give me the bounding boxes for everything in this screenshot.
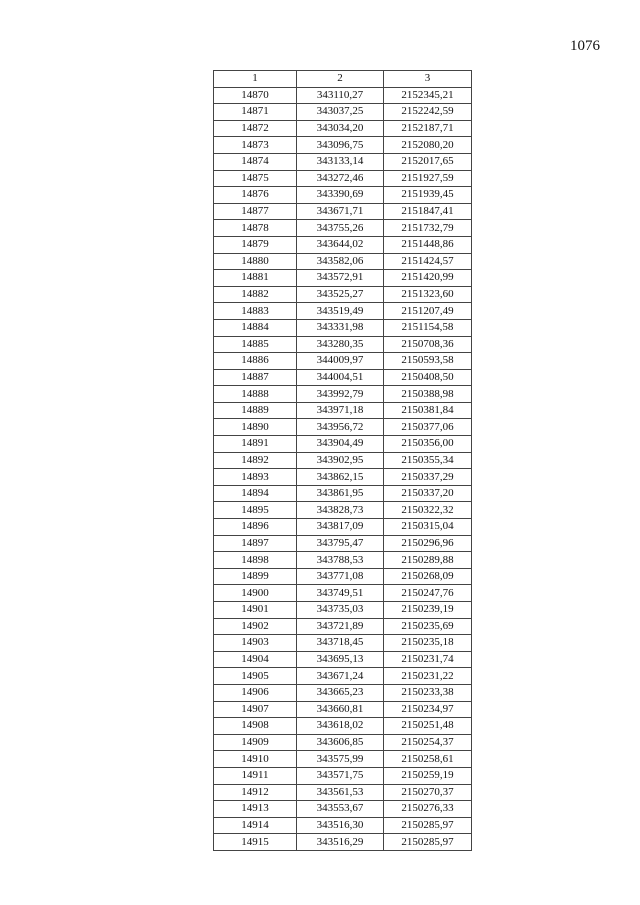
point-number-cell: 14910	[214, 751, 297, 768]
table-row	[214, 701, 472, 718]
table-row	[214, 519, 472, 536]
table-row	[214, 602, 472, 619]
y-coordinate-cell: 2150322,32	[384, 502, 472, 519]
x-coordinate-cell: 343971,18	[297, 402, 384, 419]
x-coordinate-cell: 343665,23	[297, 684, 384, 701]
y-coordinate-cell: 2152017,65	[384, 153, 472, 170]
y-coordinate-cell: 2150285,97	[384, 834, 472, 851]
x-coordinate-cell: 343582,06	[297, 253, 384, 270]
y-coordinate-cell: 2150408,50	[384, 369, 472, 386]
table-row	[214, 120, 472, 137]
x-coordinate-cell: 343561,53	[297, 784, 384, 801]
y-coordinate-cell: 2150268,09	[384, 568, 472, 585]
x-coordinate-cell: 343516,29	[297, 834, 384, 851]
x-coordinate-cell: 343331,98	[297, 319, 384, 336]
point-number-cell: 14873	[214, 137, 297, 154]
table-row	[214, 568, 472, 585]
x-coordinate-cell: 343828,73	[297, 502, 384, 519]
y-coordinate-cell: 2152187,71	[384, 120, 472, 137]
table-row	[214, 270, 472, 287]
table-row	[214, 369, 472, 386]
point-number-cell: 14895	[214, 502, 297, 519]
point-number-cell: 14872	[214, 120, 297, 137]
point-number-cell: 14915	[214, 834, 297, 851]
point-number-cell: 14883	[214, 303, 297, 320]
y-coordinate-cell: 2150356,00	[384, 436, 472, 453]
x-coordinate-cell: 344004,51	[297, 369, 384, 386]
x-coordinate-cell: 343749,51	[297, 585, 384, 602]
table-row	[214, 436, 472, 453]
point-number-cell: 14887	[214, 369, 297, 386]
point-number-cell: 14911	[214, 767, 297, 784]
x-coordinate-cell: 343771,08	[297, 568, 384, 585]
y-coordinate-cell: 2152080,20	[384, 137, 472, 154]
table-row	[214, 452, 472, 469]
point-number-cell: 14875	[214, 170, 297, 187]
point-number-cell: 14893	[214, 469, 297, 486]
point-number-cell: 14900	[214, 585, 297, 602]
point-number-cell: 14878	[214, 220, 297, 237]
table-row	[214, 203, 472, 220]
point-number-cell: 14890	[214, 419, 297, 436]
x-coordinate-cell: 343280,35	[297, 336, 384, 353]
y-coordinate-cell: 2151448,86	[384, 236, 472, 253]
point-number-cell: 14906	[214, 684, 297, 701]
point-number-cell: 14882	[214, 286, 297, 303]
table-row	[214, 303, 472, 320]
point-number-cell: 14879	[214, 236, 297, 253]
point-number-cell: 14880	[214, 253, 297, 270]
x-coordinate-cell: 343817,09	[297, 519, 384, 536]
x-coordinate-cell: 343671,24	[297, 668, 384, 685]
x-coordinate-cell: 343755,26	[297, 220, 384, 237]
x-coordinate-cell: 343644,02	[297, 236, 384, 253]
y-coordinate-cell: 2150337,20	[384, 485, 472, 502]
table-row	[214, 319, 472, 336]
y-coordinate-cell: 2150259,19	[384, 767, 472, 784]
column-header-1: 1	[214, 71, 297, 88]
table-row	[214, 535, 472, 552]
page-number: 1076	[570, 38, 600, 54]
point-number-cell: 14891	[214, 436, 297, 453]
point-number-cell: 14881	[214, 270, 297, 287]
y-coordinate-cell: 2151154,58	[384, 319, 472, 336]
point-number-cell: 14903	[214, 635, 297, 652]
table-row	[214, 751, 472, 768]
point-number-cell: 14914	[214, 817, 297, 834]
point-number-cell: 14897	[214, 535, 297, 552]
x-coordinate-cell: 343660,81	[297, 701, 384, 718]
x-coordinate-cell: 343735,03	[297, 602, 384, 619]
y-coordinate-cell: 2150233,38	[384, 684, 472, 701]
y-coordinate-cell: 2150377,06	[384, 419, 472, 436]
table-row	[214, 87, 472, 104]
point-number-cell: 14908	[214, 718, 297, 735]
x-coordinate-cell: 343956,72	[297, 419, 384, 436]
table-row	[214, 236, 472, 253]
table-row	[214, 784, 472, 801]
y-coordinate-cell: 2150235,69	[384, 618, 472, 635]
y-coordinate-cell: 2150285,97	[384, 817, 472, 834]
table-row	[214, 635, 472, 652]
y-coordinate-cell: 2150239,19	[384, 602, 472, 619]
table-row	[214, 137, 472, 154]
table-row	[214, 585, 472, 602]
x-coordinate-cell: 343133,14	[297, 153, 384, 170]
column-header-2: 2	[297, 71, 384, 88]
table-row	[214, 419, 472, 436]
point-number-cell: 14885	[214, 336, 297, 353]
point-number-cell: 14904	[214, 651, 297, 668]
x-coordinate-cell: 343618,02	[297, 718, 384, 735]
x-coordinate-cell: 343553,67	[297, 801, 384, 818]
table-row	[214, 386, 472, 403]
x-coordinate-cell: 343571,75	[297, 767, 384, 784]
table-row	[214, 618, 472, 635]
y-coordinate-cell: 2151424,57	[384, 253, 472, 270]
table-row	[214, 801, 472, 818]
table-row	[214, 817, 472, 834]
y-coordinate-cell: 2151847,41	[384, 203, 472, 220]
point-number-cell: 14896	[214, 519, 297, 536]
point-number-cell: 14874	[214, 153, 297, 170]
point-number-cell: 14886	[214, 353, 297, 370]
table-header	[214, 71, 472, 88]
y-coordinate-cell: 2150235,18	[384, 635, 472, 652]
x-coordinate-cell: 343525,27	[297, 286, 384, 303]
x-coordinate-cell: 343272,46	[297, 170, 384, 187]
x-coordinate-cell: 343718,45	[297, 635, 384, 652]
table-row	[214, 767, 472, 784]
point-number-cell: 14909	[214, 734, 297, 751]
y-coordinate-cell: 2152345,21	[384, 87, 472, 104]
table-row	[214, 552, 472, 569]
column-header-3: 3	[384, 71, 472, 88]
table-row	[214, 485, 472, 502]
y-coordinate-cell: 2150231,74	[384, 651, 472, 668]
table-body	[214, 87, 472, 850]
table-row	[214, 668, 472, 685]
table-row	[214, 684, 472, 701]
point-number-cell: 14884	[214, 319, 297, 336]
y-coordinate-cell: 2150276,33	[384, 801, 472, 818]
point-number-cell: 14889	[214, 402, 297, 419]
y-coordinate-cell: 2150315,04	[384, 519, 472, 536]
point-number-cell: 14876	[214, 187, 297, 204]
point-number-cell: 14912	[214, 784, 297, 801]
x-coordinate-cell: 343671,71	[297, 203, 384, 220]
point-number-cell: 14877	[214, 203, 297, 220]
table-row	[214, 286, 472, 303]
x-coordinate-cell: 343992,79	[297, 386, 384, 403]
x-coordinate-cell: 343034,20	[297, 120, 384, 137]
header-row	[214, 71, 472, 88]
y-coordinate-cell: 2150337,29	[384, 469, 472, 486]
table-row	[214, 651, 472, 668]
table-row	[214, 170, 472, 187]
x-coordinate-cell: 343788,53	[297, 552, 384, 569]
y-coordinate-cell: 2150381,84	[384, 402, 472, 419]
table-row	[214, 834, 472, 851]
point-number-cell: 14899	[214, 568, 297, 585]
point-number-cell: 14894	[214, 485, 297, 502]
y-coordinate-cell: 2150254,37	[384, 734, 472, 751]
y-coordinate-cell: 2150355,34	[384, 452, 472, 469]
y-coordinate-cell: 2151323,60	[384, 286, 472, 303]
point-number-cell: 14907	[214, 701, 297, 718]
point-number-cell: 14888	[214, 386, 297, 403]
point-number-cell: 14892	[214, 452, 297, 469]
y-coordinate-cell: 2150258,61	[384, 751, 472, 768]
y-coordinate-cell: 2150296,96	[384, 535, 472, 552]
table-row	[214, 502, 472, 519]
x-coordinate-cell: 343110,27	[297, 87, 384, 104]
table-row	[214, 734, 472, 751]
x-coordinate-cell: 343575,99	[297, 751, 384, 768]
point-number-cell: 14870	[214, 87, 297, 104]
y-coordinate-cell: 2151927,59	[384, 170, 472, 187]
table-row	[214, 153, 472, 170]
y-coordinate-cell: 2151207,49	[384, 303, 472, 320]
table-row	[214, 469, 472, 486]
x-coordinate-cell: 343904,49	[297, 436, 384, 453]
x-coordinate-cell: 343516,30	[297, 817, 384, 834]
point-number-cell: 14871	[214, 104, 297, 121]
y-coordinate-cell: 2152242,59	[384, 104, 472, 121]
y-coordinate-cell: 2151939,45	[384, 187, 472, 204]
table-row	[214, 353, 472, 370]
x-coordinate-cell: 343390,69	[297, 187, 384, 204]
y-coordinate-cell: 2150289,88	[384, 552, 472, 569]
y-coordinate-cell: 2150388,98	[384, 386, 472, 403]
y-coordinate-cell: 2150231,22	[384, 668, 472, 685]
y-coordinate-cell: 2150593,58	[384, 353, 472, 370]
table-row	[214, 336, 472, 353]
x-coordinate-cell: 344009,97	[297, 353, 384, 370]
y-coordinate-cell: 2150251,48	[384, 718, 472, 735]
y-coordinate-cell: 2151732,79	[384, 220, 472, 237]
x-coordinate-cell: 343721,89	[297, 618, 384, 635]
point-number-cell: 14898	[214, 552, 297, 569]
y-coordinate-cell: 2150247,76	[384, 585, 472, 602]
x-coordinate-cell: 343862,15	[297, 469, 384, 486]
y-coordinate-cell: 2151420,99	[384, 270, 472, 287]
x-coordinate-cell: 343695,13	[297, 651, 384, 668]
table-row	[214, 187, 472, 204]
coordinates-table	[213, 70, 472, 851]
table-row	[214, 402, 472, 419]
y-coordinate-cell: 2150234,97	[384, 701, 472, 718]
x-coordinate-cell: 343795,47	[297, 535, 384, 552]
table-row	[214, 253, 472, 270]
point-number-cell: 14901	[214, 602, 297, 619]
x-coordinate-cell: 343519,49	[297, 303, 384, 320]
x-coordinate-cell: 343861,95	[297, 485, 384, 502]
y-coordinate-cell: 2150708,36	[384, 336, 472, 353]
table-row	[214, 718, 472, 735]
x-coordinate-cell: 343902,95	[297, 452, 384, 469]
table-row	[214, 220, 472, 237]
x-coordinate-cell: 343606,85	[297, 734, 384, 751]
x-coordinate-cell: 343037,25	[297, 104, 384, 121]
point-number-cell: 14913	[214, 801, 297, 818]
point-number-cell: 14905	[214, 668, 297, 685]
x-coordinate-cell: 343096,75	[297, 137, 384, 154]
y-coordinate-cell: 2150270,37	[384, 784, 472, 801]
x-coordinate-cell: 343572,91	[297, 270, 384, 287]
point-number-cell: 14902	[214, 618, 297, 635]
table-row	[214, 104, 472, 121]
